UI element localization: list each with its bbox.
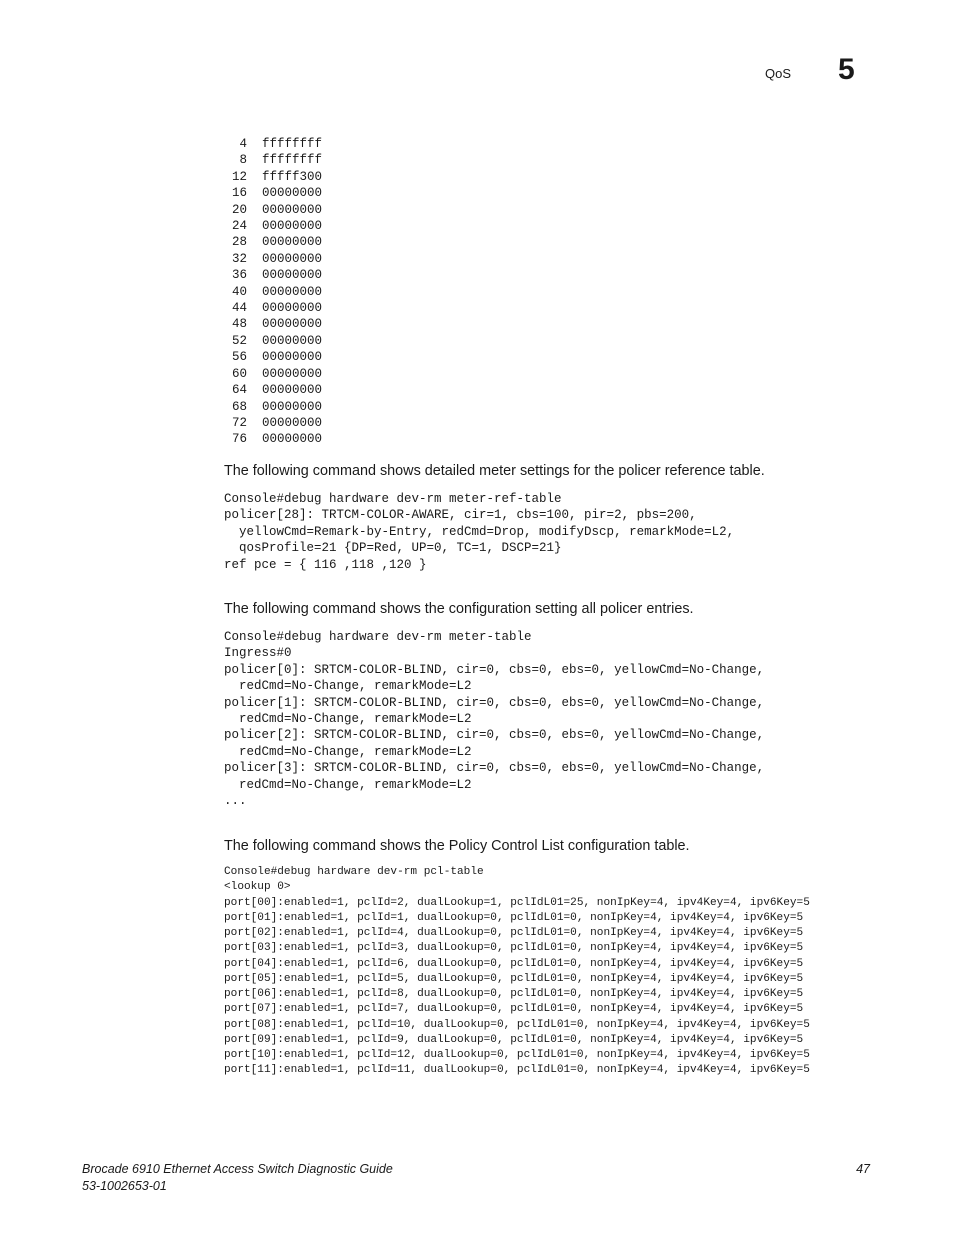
code-line: port[09]:enabled=1, pclId=9, dualLookup=0, pclIdL01=0, nonIpKey=4, ipv4Key=4, ipv6Key=5	[224, 1033, 804, 1046]
code-line: 60 00000000	[232, 366, 323, 381]
footer-doc-number: 53-1002653-01	[82, 1179, 167, 1193]
code-line: 68 00000000	[232, 399, 323, 414]
code-line: 16 00000000	[232, 186, 323, 201]
meter-table-intro-paragraph: The following command shows the configuration setting all policer entries.	[224, 601, 694, 617]
code-line: Console#debug hardware dev-rm pcl-table	[224, 866, 484, 878]
code-line: port[08]:enabled=1, pclId=10, dualLookup=0, pclIdL01=0, nonIpKey=4, ipv4Key=4, ipv6Key=5	[224, 1018, 810, 1031]
code-line: policer[0]: SRTCM-COLOR-BLIND, cir=0, cbs=0, ebs=0, yellowCmd=No-Change,	[224, 662, 765, 677]
code-line: port[03]:enabled=1, pclId=3, dualLookup=0, pclIdL01=0, nonIpKey=4, ipv4Key=4, ipv6Key=5	[224, 942, 804, 955]
pcl-table-intro-paragraph: The following command shows the Policy Control List configuration table.	[224, 838, 690, 854]
footer-doc-title: Brocade 6910 Ethernet Access Switch Diagnostic Guide	[82, 1162, 393, 1176]
code-line: 28 00000000	[232, 235, 323, 250]
code-line: policer[2]: SRTCM-COLOR-BLIND, cir=0, cbs=0, ebs=0, yellowCmd=No-Change,	[224, 728, 765, 743]
meter-table-code-block	[224, 629, 764, 809]
hex-dump-block	[232, 136, 322, 448]
code-line: ...	[224, 794, 247, 809]
code-line: redCmd=No-Change, remarkMode=L2	[224, 712, 472, 727]
code-line: <lookup 0>	[224, 881, 291, 894]
code-line: redCmd=No-Change, remarkMode=L2	[224, 777, 472, 792]
code-line: policer[1]: SRTCM-COLOR-BLIND, cir=0, cbs=0, ebs=0, yellowCmd=No-Change,	[224, 695, 765, 710]
code-line: redCmd=No-Change, remarkMode=L2	[224, 744, 472, 759]
footer-page-number: 47	[856, 1162, 870, 1176]
code-line: 8 ffffffff	[232, 153, 323, 168]
code-line: policer[28]: TRTCM-COLOR-AWARE, cir=1, cbs=100, pir=2, pbs=200,	[224, 508, 697, 523]
code-line: policer[3]: SRTCM-COLOR-BLIND, cir=0, cbs=0, ebs=0, yellowCmd=No-Change,	[224, 761, 765, 776]
code-line: ref pce = { 116 ,118 ,120 }	[224, 557, 427, 572]
meter-ref-table-code-block	[224, 491, 734, 573]
code-line: 48 00000000	[232, 317, 323, 332]
code-line: Console#debug hardware dev-rm meter-table	[224, 630, 532, 644]
code-line: port[11]:enabled=1, pclId=11, dualLookup=0, pclIdL01=0, nonIpKey=4, ipv4Key=4, ipv6Key=5	[224, 1064, 810, 1077]
code-line: 64 00000000	[232, 383, 323, 398]
code-line: 56 00000000	[232, 350, 323, 365]
code-line: 76 00000000	[232, 432, 323, 447]
code-line: port[02]:enabled=1, pclId=4, dualLookup=0, pclIdL01=0, nonIpKey=4, ipv4Key=4, ipv6Key=5	[224, 927, 804, 939]
code-line: 36 00000000	[232, 268, 323, 283]
code-line: port[07]:enabled=1, pclId=7, dualLookup=0, pclIdL01=0, nonIpKey=4, ipv4Key=4, ipv6Key=5	[224, 1003, 804, 1016]
code-line: 44 00000000	[232, 301, 323, 316]
code-line: 40 00000000	[232, 284, 323, 299]
code-line: port[04]:enabled=1, pclId=6, dualLookup=0, pclIdL01=0, nonIpKey=4, ipv4Key=4, ipv6Key=5	[224, 957, 804, 970]
meter-ref-intro-paragraph: The following command shows detailed meter settings for the policer reference table.	[224, 463, 765, 479]
code-line: 72 00000000	[232, 415, 323, 430]
pcl-table-code-block	[224, 865, 810, 1079]
code-line: redCmd=No-Change, remarkMode=L2	[224, 679, 472, 694]
code-line: 24 00000000	[232, 219, 323, 234]
code-line: yellowCmd=Remark-by-Entry, redCmd=Drop, modifyDscp, remarkMode=L2,	[224, 524, 735, 539]
header-chapter-number: 5	[838, 53, 855, 86]
code-line: Ingress#0	[224, 646, 292, 661]
code-line: qosProfile=21 {DP=Red, UP=0, TC=1, DSCP=21}	[224, 541, 562, 556]
code-line: 32 00000000	[232, 251, 323, 266]
code-line: port[00]:enabled=1, pclId=2, dualLookup=1, pclIdL01=25, nonIpKey=4, ipv4Key=4, ipv6Key=5	[224, 896, 810, 909]
code-line: port[01]:enabled=1, pclId=1, dualLookup=0, pclIdL01=0, nonIpKey=4, ipv4Key=4, ipv6Key=5	[224, 911, 804, 924]
code-line: port[10]:enabled=1, pclId=12, dualLookup=0, pclIdL01=0, nonIpKey=4, ipv4Key=4, ipv6Key=5	[224, 1049, 810, 1061]
code-line: 12 fffff300	[232, 169, 323, 184]
code-line: 52 00000000	[232, 333, 323, 348]
code-line: Console#debug hardware dev-rm meter-ref-table	[224, 492, 562, 506]
code-line: 20 00000000	[232, 202, 323, 217]
header-section-title: QoS	[765, 66, 792, 81]
code-line: port[06]:enabled=1, pclId=8, dualLookup=0, pclIdL01=0, nonIpKey=4, ipv4Key=4, ipv6Key=5	[224, 988, 804, 1000]
code-line: port[05]:enabled=1, pclId=5, dualLookup=0, pclIdL01=0, nonIpKey=4, ipv4Key=4, ipv6Key=5	[224, 972, 804, 985]
code-line: 4 ffffffff	[232, 137, 323, 151]
